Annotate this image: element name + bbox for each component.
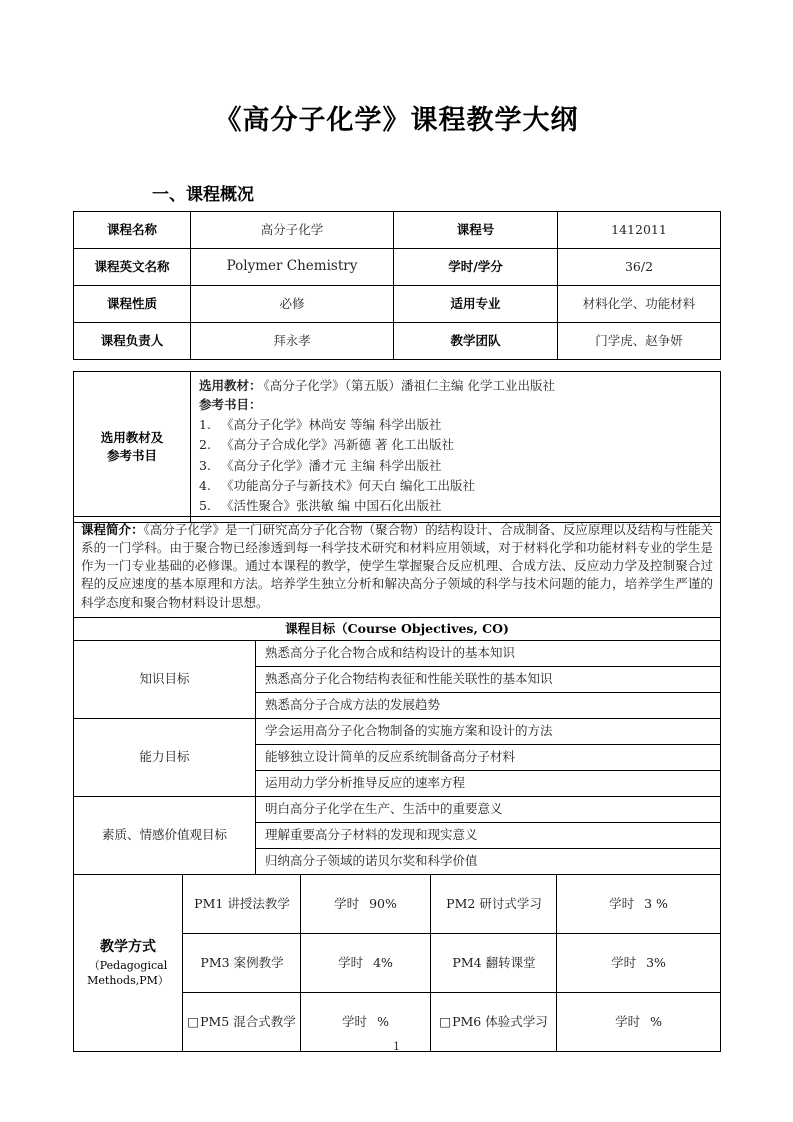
list-item — [199, 415, 714, 435]
method-name: 案例教学 — [233, 954, 284, 970]
table-row — [74, 323, 721, 360]
reference-text: 《高分子化学》林尚安 等编 科学出版社 — [221, 417, 442, 433]
method-pm4-hours — [557, 933, 721, 992]
method-checkbox[interactable]: □ — [439, 1013, 452, 1029]
objective-item: 运用动力学分析推导反应的速率方程 — [256, 770, 721, 796]
objectives-banner-en: （Course Objectives, CO) — [335, 620, 509, 636]
method-name: 翻转课堂 — [485, 954, 536, 970]
method-pm3 — [183, 933, 301, 992]
table-row — [74, 372, 721, 523]
objectives-banner-cn: 课程目标 — [285, 620, 336, 636]
course-intro-label: 课程简介： — [81, 522, 144, 537]
method-pm2-hours — [557, 874, 721, 933]
hours-value: 90% — [369, 895, 397, 911]
label-applicable-major: 适用专业 — [394, 286, 558, 323]
textbook-line — [199, 377, 714, 395]
method-code: PM4 — [452, 954, 482, 970]
textbook-label: 选用教材： — [199, 378, 262, 393]
course-overview-table — [73, 211, 721, 360]
objective-item: 熟悉高分子合成方法的发展趋势 — [256, 692, 721, 718]
reference-number: 2. — [199, 437, 211, 453]
hours-label: 学时 — [334, 895, 360, 911]
page-number: 1 — [393, 1040, 400, 1053]
objectives-banner — [74, 617, 721, 640]
objective-item: 明白高分子化学在生产、生活中的重要意义 — [256, 796, 721, 822]
objectives-and-methods-table — [73, 516, 721, 1052]
textbooks-label-line1: 选用教材及 — [100, 429, 164, 445]
methods-label-en-line1: （Pedagogical — [88, 959, 168, 973]
method-name: 讲授法教学 — [227, 895, 290, 911]
label-hours-credits: 学时/学分 — [394, 249, 558, 286]
reference-text: 《功能高分子与新技术》何天白 编化工出版社 — [221, 477, 475, 493]
course-intro-text: 《高分子化学》是一门研究高分子化合物（聚合物）的结构设计、合成制备、反应原理以及结构与性能关系的一门学科。由于聚合物已经渗透到每一科学技术研究和材料应用领域，对于材料化学和功能材料专业的学生是作为一门专业基础的必修课。通过本课程的教学，使学生掌握聚合反应机理、合成方法、反应动力学及控制聚合过程的反应速度的基本原理和方法。培养学生独立分析和解决高分子领域的科学与技术问题的能力，培养学生严谨的科学态度和聚合物材料设计思想。 — [81, 522, 714, 610]
hours-value: % — [377, 1013, 389, 1029]
objective-item: 理解重要高分子材料的发现和现实意义 — [256, 822, 721, 848]
hours-value: % — [650, 1013, 662, 1029]
method-name: 研讨式学习 — [479, 895, 542, 911]
method-pm2 — [431, 874, 557, 933]
hours-label: 学时 — [615, 1013, 641, 1029]
hours-value: 3 % — [644, 895, 668, 911]
reference-text: 《高分子合成化学》冯新德 著 化工出版社 — [221, 437, 454, 453]
objective-item: 归纳高分子领域的诺贝尔奖和科学价值 — [256, 848, 721, 874]
label-teaching-team: 教学团队 — [394, 323, 558, 360]
objective-group-quality: 素质、情感价值观目标 — [74, 796, 256, 874]
section-heading-course-overview: 一、课程概况 — [152, 185, 254, 205]
method-code: PM6 — [452, 1013, 482, 1029]
list-item — [199, 435, 714, 455]
value-applicable-major: 材料化学、功能材料 — [558, 286, 721, 323]
hours-value: 4% — [373, 954, 393, 970]
table-row — [74, 249, 721, 286]
methods-label-en-line2: Methods,PM） — [87, 973, 169, 987]
method-pm1 — [183, 874, 301, 933]
table-row — [74, 212, 721, 249]
reference-text: 《活性聚合》张洪敏 编 中国石化出版社 — [221, 497, 442, 513]
value-hours-credits: 36/2 — [558, 249, 721, 286]
hours-value: 3% — [646, 954, 666, 970]
table-row-course-intro — [74, 517, 721, 618]
textbooks-label-line2: 参考书目 — [106, 447, 157, 463]
method-code: PM2 — [446, 895, 476, 911]
objective-item: 熟悉高分子化合物结构表征和性能关联性的基本知识 — [256, 666, 721, 692]
hours-label: 学时 — [609, 895, 635, 911]
reference-list — [199, 415, 714, 516]
objective-item: 学会运用高分子化合物制备的实施方案和设计的方法 — [256, 718, 721, 744]
method-name: 混合式教学 — [233, 1013, 296, 1029]
textbooks-content — [191, 372, 721, 523]
methods-label-cn: 教学方式 — [100, 939, 156, 956]
table-row-objectives-banner — [74, 617, 721, 640]
label-course-code: 课程号 — [394, 212, 558, 249]
method-pm3-hours — [301, 933, 431, 992]
value-course-nature: 必修 — [191, 286, 394, 323]
value-teaching-team: 门学虎、赵争妍 — [558, 323, 721, 360]
reference-text: 《高分子化学》潘才元 主编 科学出版社 — [221, 457, 442, 473]
method-pm1-hours — [301, 874, 431, 933]
references-label: 参考书目： — [199, 397, 262, 413]
objective-item: 熟悉高分子化合物合成和结构设计的基本知识 — [256, 640, 721, 666]
list-item — [199, 496, 714, 516]
list-item — [199, 456, 714, 476]
method-code: PM1 — [194, 895, 224, 911]
table-row-method — [74, 874, 721, 933]
table-row — [74, 640, 721, 666]
value-course-leader: 拜永孝 — [191, 323, 394, 360]
reference-number: 5. — [199, 497, 211, 513]
method-code: PM3 — [200, 954, 230, 970]
hours-label: 学时 — [342, 1013, 368, 1029]
method-code: PM5 — [200, 1013, 230, 1029]
table-row — [74, 796, 721, 822]
methods-label — [74, 874, 183, 1051]
course-intro-cell — [74, 517, 721, 618]
textbook-value: 《高分子化学》（第五版）潘祖仁主编 化学工业出版社 — [263, 378, 555, 393]
objective-group-knowledge: 知识目标 — [74, 640, 256, 718]
reference-number: 4. — [199, 477, 211, 493]
label-course-nature: 课程性质 — [74, 286, 191, 323]
method-pm4 — [431, 933, 557, 992]
table-row — [74, 286, 721, 323]
reference-number: 1. — [199, 417, 211, 433]
table-row — [74, 718, 721, 744]
value-course-name: 高分子化学 — [191, 212, 394, 249]
label-course-english-name: 课程英文名称 — [74, 249, 191, 286]
textbooks-table — [73, 371, 721, 523]
reference-number: 3. — [199, 457, 211, 473]
method-name: 体验式学习 — [485, 1013, 548, 1029]
objective-item: 能够独立设计简单的反应系统制备高分子材料 — [256, 744, 721, 770]
method-checkbox[interactable]: □ — [187, 1013, 200, 1029]
list-item — [199, 476, 714, 496]
hours-label: 学时 — [338, 954, 364, 970]
label-course-leader: 课程负责人 — [74, 323, 191, 360]
value-course-english-name: Polymer Chemistry — [191, 249, 394, 286]
value-course-code: 1412011 — [558, 212, 721, 249]
page-title: 《高分子化学》课程教学大纲 — [214, 105, 579, 136]
hours-label: 学时 — [611, 954, 637, 970]
label-course-name: 课程名称 — [74, 212, 191, 249]
label-textbooks-references — [74, 372, 191, 523]
objective-group-ability: 能力目标 — [74, 718, 256, 796]
